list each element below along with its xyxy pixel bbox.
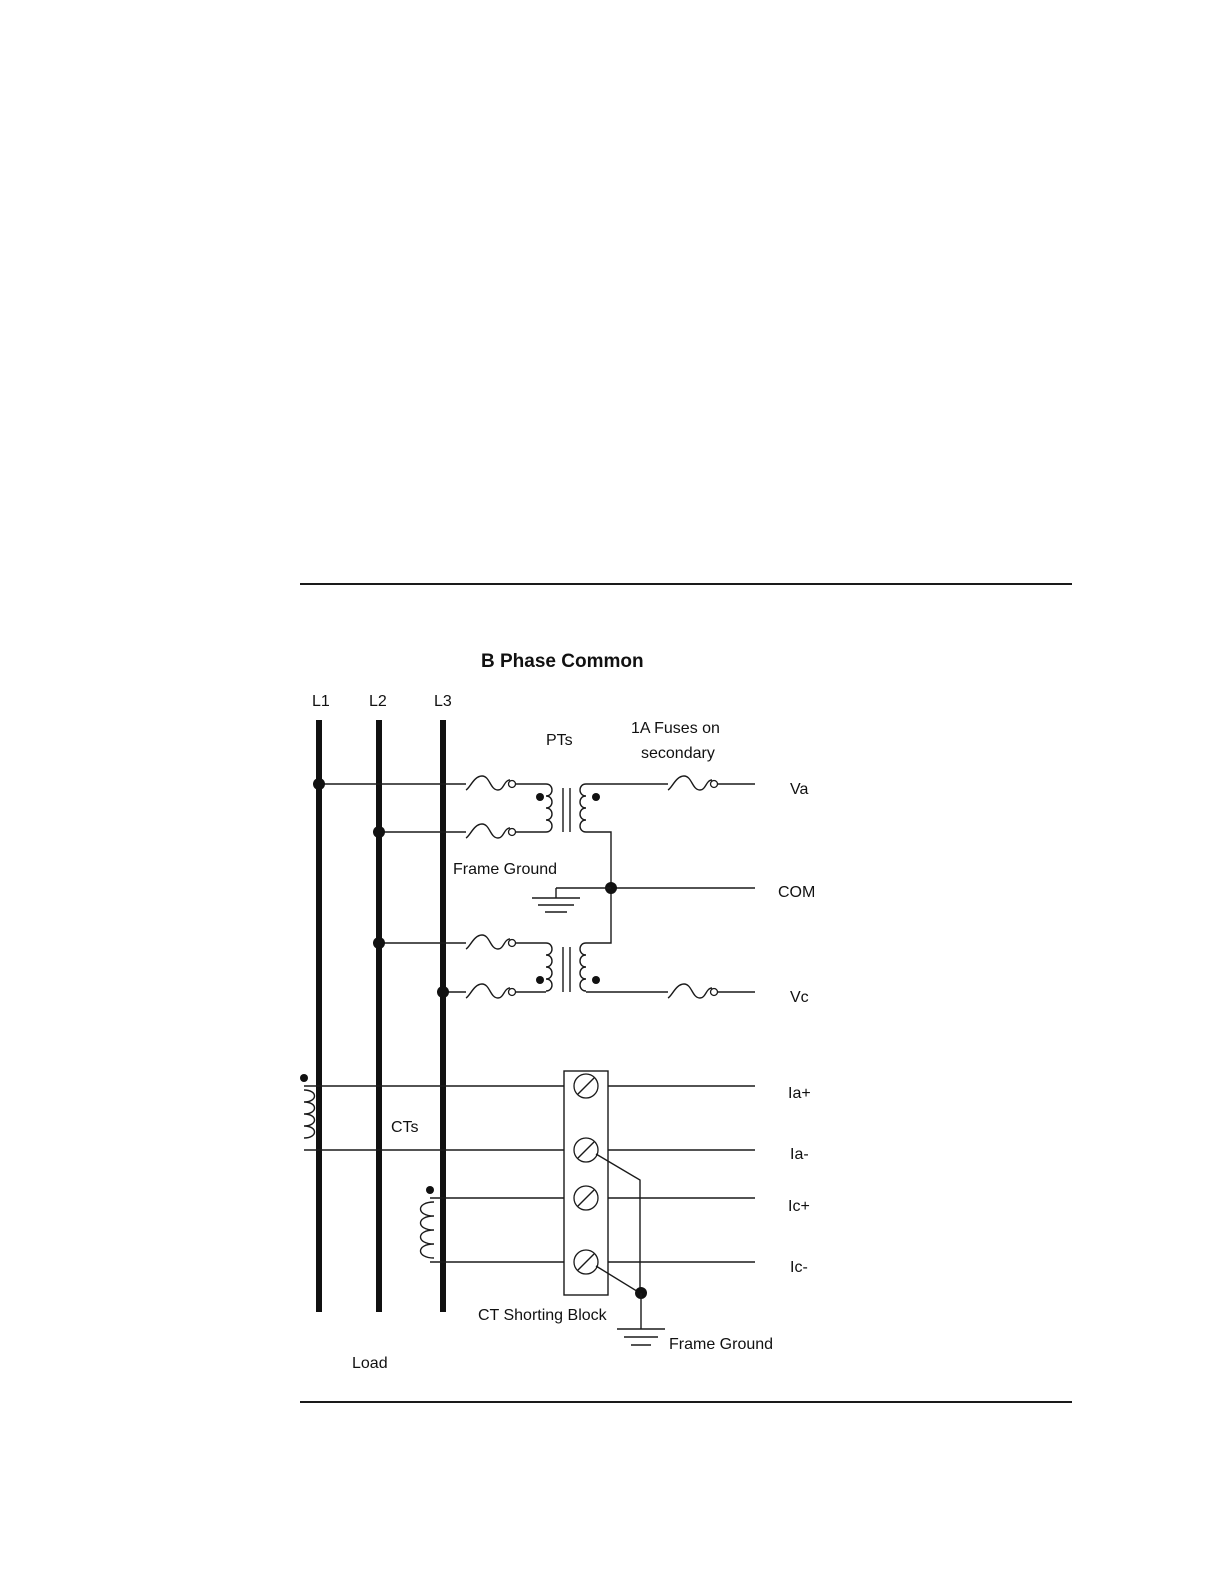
primary-fuse-1 — [466, 776, 546, 790]
load-label: Load — [352, 1355, 388, 1372]
fuse-label-line2: secondary — [641, 745, 715, 762]
pt-label: PTs — [546, 732, 573, 749]
shorting-block-screw-1 — [574, 1074, 598, 1098]
fuse-label-line1: 1A Fuses on — [631, 720, 720, 737]
line-label-l3: L3 — [434, 693, 452, 710]
secondary-fuse-va — [668, 776, 755, 790]
output-label-ia-plus: Ia+ — [788, 1085, 811, 1102]
diagram-title: B Phase Common — [481, 651, 644, 672]
junction-l3 — [437, 986, 449, 998]
potential-transformer-2 — [536, 943, 600, 992]
output-label-ic-minus: Ic- — [790, 1259, 808, 1276]
line-label-l1: L1 — [312, 693, 330, 710]
primary-fuse-4 — [466, 984, 546, 998]
junction-l2-b — [373, 937, 385, 949]
shorting-block-screw-4 — [574, 1250, 598, 1274]
line-label-l2: L2 — [369, 693, 387, 710]
output-label-ia-minus: Ia- — [790, 1146, 809, 1163]
current-transformer-a — [300, 1074, 315, 1138]
primary-fuse-3 — [466, 935, 546, 949]
junction-l1 — [313, 778, 325, 790]
shorting-block-screw-2 — [574, 1138, 598, 1162]
frame-ground-label-pt: Frame Ground — [453, 861, 558, 878]
frame-ground-label-ct: Frame Ground — [669, 1336, 774, 1353]
current-transformer-c — [421, 1186, 435, 1258]
output-label-ic-plus: Ic+ — [788, 1198, 810, 1215]
ct-label: CTs — [391, 1119, 419, 1136]
output-label-vc: Vc — [790, 989, 809, 1006]
output-label-com: COM — [778, 884, 816, 901]
output-label-va: Va — [790, 781, 809, 798]
ground-symbol-ct — [617, 1293, 665, 1345]
secondary-fuse-vc — [668, 984, 755, 998]
shorting-block-screw-3 — [574, 1186, 598, 1210]
primary-fuse-2 — [466, 824, 546, 838]
ground-symbol-pt — [532, 888, 611, 912]
junction-l2-a — [373, 826, 385, 838]
shorting-block-label: CT Shorting Block — [478, 1307, 607, 1324]
potential-transformer-1 — [536, 784, 600, 832]
